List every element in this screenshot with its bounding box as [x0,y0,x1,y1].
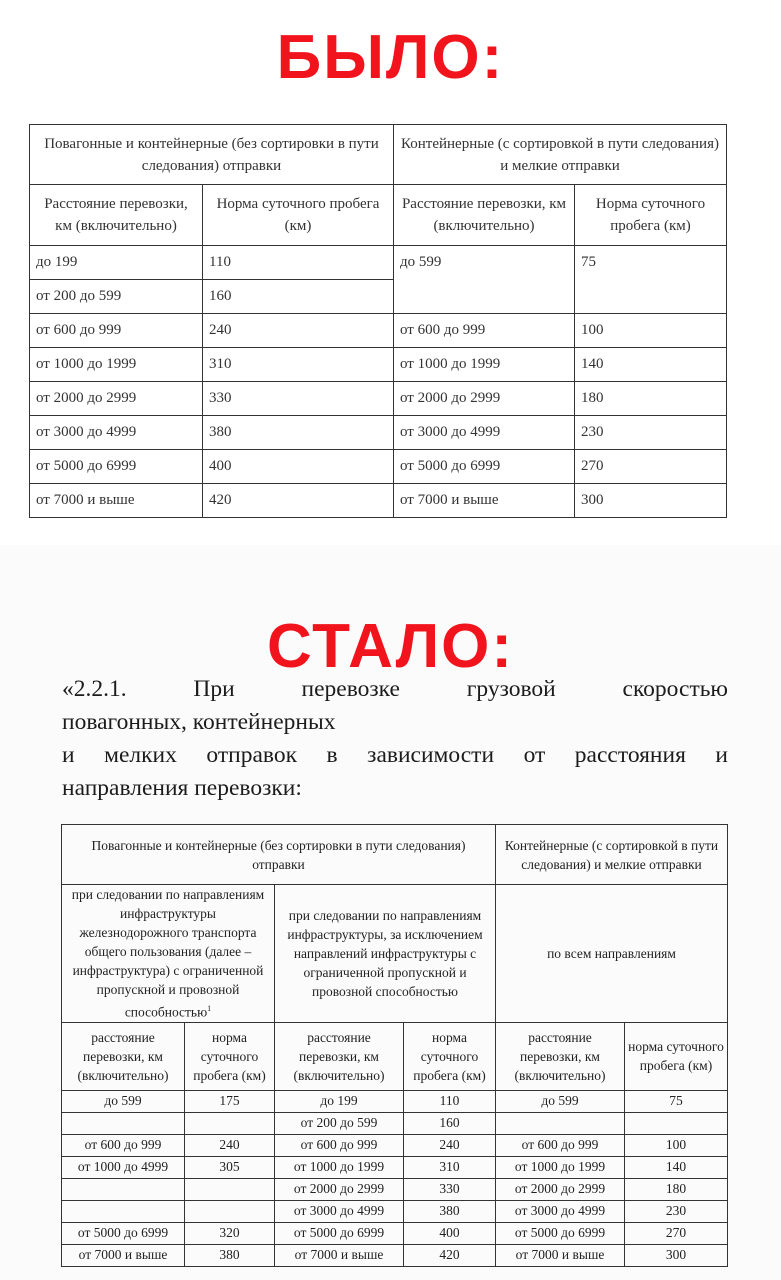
table-cell: 240 [203,314,394,348]
table-row [30,246,727,280]
table-row [62,1200,728,1222]
before-group-header-1: Повагонные и контейнерные (без сортировки в пути следования) отправки [30,125,394,185]
table-cell: 140 [575,348,727,382]
after-group-header-1: Повагонные и контейнерные (без сортировки в пути следования) отправки [62,825,496,885]
table-cell: 300 [575,484,727,518]
table-cell: от 600 до 999 [496,1134,625,1156]
table-cell: 420 [404,1244,496,1266]
after-group-header-2: Контейнерные (с сортировкой в пути следования) и мелкие отправки [496,825,728,885]
table-cell: от 200 до 599 [275,1112,404,1134]
table-cell: от 5000 до 6999 [30,450,203,484]
after-col-header: расстояние перевозки, км (включительно) [62,1022,185,1090]
table-row [30,450,727,484]
table-cell [185,1112,275,1134]
table-cell: от 1000 до 1999 [30,348,203,382]
table-row [30,348,727,382]
table-row [62,1244,728,1266]
table-cell: 420 [203,484,394,518]
table-row [30,382,727,416]
after-col-header: норма суточного пробега (км) [185,1022,275,1090]
table-cell: от 5000 до 6999 [394,450,575,484]
table-cell: 400 [203,450,394,484]
table-row [62,1222,728,1244]
table-cell: от 600 до 999 [62,1134,185,1156]
table-cell: от 5000 до 6999 [62,1222,185,1244]
table-cell: 330 [404,1178,496,1200]
table-cell [62,1112,185,1134]
table-row [30,416,727,450]
table-cell: от 7000 и выше [275,1244,404,1266]
before-group-header-2: Контейнерные (с сортировкой в пути следования) и мелкие отправки [394,125,727,185]
table-cell: от 3000 до 4999 [394,416,575,450]
table-cell: 160 [203,280,394,314]
table-cell: 240 [185,1134,275,1156]
after-sub-header-1: при следовании по направлениям инфраструктуры железнодорожного транспорта общего пользования (далее – инфраструктура) с ограниченной пропускной и провозной способностью$^1$ [62,885,275,1023]
table-cell [62,1200,185,1222]
before-col-header: Норма суточного пробега (км) [203,185,394,246]
paragraph-line: повагонных, контейнерных [62,709,336,735]
table-cell: 305 [185,1156,275,1178]
table-cell [185,1200,275,1222]
table-cell: до 199 [30,246,203,280]
table-cell: от 600 до 999 [275,1134,404,1156]
table-cell: от 1000 до 1999 [394,348,575,382]
table-cell: 240 [404,1134,496,1156]
table-cell: от 2000 до 2999 [275,1178,404,1200]
table-cell: 230 [625,1200,728,1222]
table-cell: 380 [203,416,394,450]
after-table [61,824,728,1267]
paragraph-line: и мелких отправок в зависимости от расстояния и [62,742,728,768]
table-cell: 270 [625,1222,728,1244]
table-cell: 140 [625,1156,728,1178]
table-cell [625,1112,728,1134]
paragraph-line: направления перевозки: [62,775,302,801]
table-cell: от 600 до 999 [30,314,203,348]
table-cell: от 200 до 599 [30,280,203,314]
table-cell: от 600 до 999 [394,314,575,348]
table-row [30,314,727,348]
table-cell: 300 [625,1244,728,1266]
table-cell: от 3000 до 4999 [496,1200,625,1222]
before-col-header: Расстояние перевозки, км (включительно) [394,185,575,246]
table-row [62,1090,728,1112]
table-cell: от 1000 до 1999 [496,1156,625,1178]
table-cell: до 199 [275,1090,404,1112]
table-cell: 400 [404,1222,496,1244]
after-col-header: расстояние перевозки, км (включительно) [275,1022,404,1090]
table-cell: от 2000 до 2999 [496,1178,625,1200]
table-cell: от 1000 до 4999 [62,1156,185,1178]
table-cell: от 1000 до 1999 [275,1156,404,1178]
table-cell: 75 [575,246,727,314]
before-title: БЫЛО: [276,23,505,92]
table-cell: от 2000 до 2999 [30,382,203,416]
table-cell: 330 [203,382,394,416]
table-cell: до 599 [496,1090,625,1112]
table-cell: 180 [575,382,727,416]
table-cell: от 2000 до 2999 [394,382,575,416]
table-cell: 380 [185,1244,275,1266]
table-cell [185,1178,275,1200]
table-row [62,1156,728,1178]
paragraph-line: «2.2.1. При перевозке грузовой скоростью [62,676,728,702]
table-cell: от 3000 до 4999 [30,416,203,450]
after-col-header: расстояние перевозки, км (включительно) [496,1022,625,1090]
after-sub-header-3: по всем направлениям [496,885,728,1023]
after-title: СТАЛО: [266,612,515,681]
after-sub-header-2: при следовании по направлениям инфраструктуры, за исключением направлений инфраструктуры с ограниченной пропускной и провозной способностью [275,885,496,1023]
table-row [62,1134,728,1156]
before-col-header: Норма суточного пробега (км) [575,185,727,246]
table-cell: 110 [203,246,394,280]
table-cell: 75 [625,1090,728,1112]
table-cell: 110 [404,1090,496,1112]
table-row [62,1112,728,1134]
table-row [30,484,727,518]
table-cell: 320 [185,1222,275,1244]
table-cell: от 7000 и выше [496,1244,625,1266]
table-cell: от 3000 до 4999 [275,1200,404,1222]
table-cell: 100 [575,314,727,348]
table-cell: 310 [404,1156,496,1178]
table-cell: от 5000 до 6999 [275,1222,404,1244]
after-col-header: норма суточного пробега (км) [404,1022,496,1090]
table-cell [62,1178,185,1200]
table-cell [496,1112,625,1134]
footnote-mark: 1 [207,1004,212,1013]
table-row [62,1178,728,1200]
table-cell: 230 [575,416,727,450]
table-cell: 270 [575,450,727,484]
table-cell: от 7000 и выше [62,1244,185,1266]
table-cell: от 7000 и выше [30,484,203,518]
table-cell: 160 [404,1112,496,1134]
table-cell: от 7000 и выше [394,484,575,518]
table-cell: 180 [625,1178,728,1200]
table-cell: 100 [625,1134,728,1156]
before-table [29,124,727,518]
after-col-header: норма суточного пробега (км) [625,1022,728,1090]
table-cell: до 599 [394,246,575,314]
table-cell: до 599 [62,1090,185,1112]
table-cell: 380 [404,1200,496,1222]
table-cell: от 5000 до 6999 [496,1222,625,1244]
table-cell: 175 [185,1090,275,1112]
table-cell: 310 [203,348,394,382]
before-col-header: Расстояние перевозки, км (включительно) [30,185,203,246]
